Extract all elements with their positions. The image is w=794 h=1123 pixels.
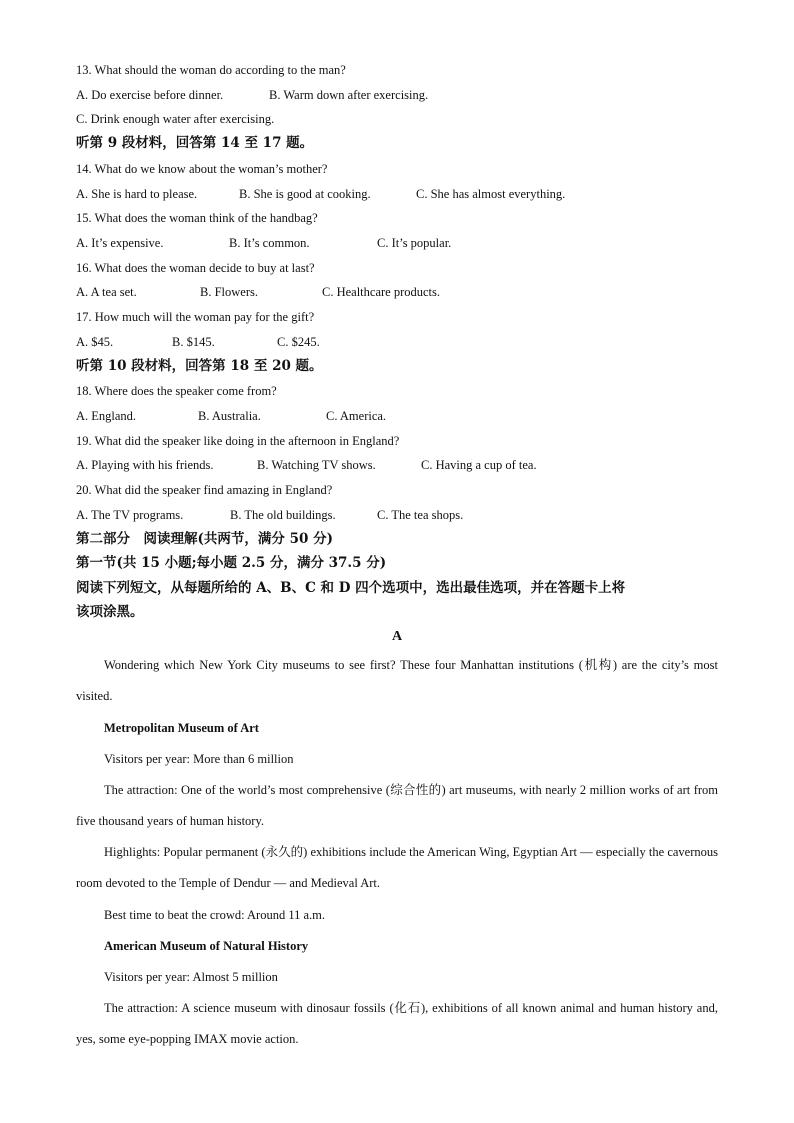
met-best-time: Best time to beat the crowd: Around 11 a.m. [104, 908, 326, 922]
q14-option-b: B. She is good at cooking. [239, 187, 371, 201]
passage-intro: Wondering which New York City museums to see first? These four Manhattan institutions (机构) are the city’s most visited. [76, 658, 718, 703]
q15-option-a: A. It’s expensive. [76, 236, 164, 250]
instruction-line-2: 该项涂黑。 [76, 604, 144, 620]
section-one-heading: 第一节(共 15 小题;每小题 2.5 分，满分 37.5 分) [76, 555, 387, 571]
part-two-heading: 第二部分 阅读理解(共两节，满分 50 分) [76, 531, 333, 547]
amnh-title: American Museum of Natural History [104, 939, 309, 953]
amnh-visitors: Visitors per year: Almost 5 million [104, 970, 278, 984]
q16-option-b: B. Flowers. [200, 285, 258, 299]
q16-option-a: A. A tea set. [76, 285, 137, 299]
met-title: Metropolitan Museum of Art [104, 721, 259, 735]
passage-label: A [391, 629, 403, 644]
q13-stem: 13. What should the woman do according to the man? [76, 63, 346, 77]
q13-option-b: B. Warm down after exercising. [269, 88, 429, 102]
section-10-heading: 听第 10 段材料，回答第 18 至 20 题。 [76, 358, 323, 374]
q17-option-c: C. $245. [277, 335, 320, 349]
q20-stem: 20. What did the speaker find amazing in England? [76, 483, 333, 497]
q15-stem: 15. What does the woman think of the handbag? [76, 211, 318, 225]
q18-option-c: C. America. [326, 409, 387, 423]
q20-option-b: B. The old buildings. [230, 508, 336, 522]
q13-option-a: A. Do exercise before dinner. [76, 88, 224, 102]
amnh-attraction: The attraction: A science museum with dinosaur fossils (化石), exhibitions of all known animal and human history and, yes, some eye-popping IMAX movie action. [76, 1001, 718, 1046]
q16-option-c: C. Healthcare products. [322, 285, 441, 299]
q20-option-c: C. The tea shops. [377, 508, 464, 522]
section-9-heading: 听第 9 段材料，回答第 14 至 17 题。 [76, 135, 314, 151]
q16-stem: 16. What does the woman decide to buy at last? [76, 261, 315, 275]
q17-option-b: B. $145. [172, 335, 215, 349]
q13-option-c: C. Drink enough water after exercising. [76, 112, 275, 126]
q18-stem: 18. Where does the speaker come from? [76, 384, 277, 398]
q17-option-a: A. $45. [76, 335, 114, 349]
q18-option-a: A. England. [76, 409, 137, 423]
q14-option-c: C. She has almost everything. [416, 187, 566, 201]
q19-stem: 19. What did the speaker like doing in the afternoon in England? [76, 434, 400, 448]
q15-option-c: C. It’s popular. [377, 236, 452, 250]
met-attraction: The attraction: One of the world’s most comprehensive (综合性的) art museums, with nearly 2 million works of art from five thousand years of human history. [76, 783, 718, 828]
met-visitors: Visitors per year: More than 6 million [104, 752, 294, 766]
q20-option-a: A. The TV programs. [76, 508, 184, 522]
q19-option-b: B. Watching TV shows. [257, 458, 376, 472]
q17-stem: 17. How much will the woman pay for the gift? [76, 310, 315, 324]
q19-option-a: A. Playing with his friends. [76, 458, 214, 472]
q15-option-b: B. It’s common. [229, 236, 310, 250]
q14-option-a: A. She is hard to please. [76, 187, 198, 201]
q19-option-c: C. Having a cup of tea. [421, 458, 537, 472]
instruction-line-1: 阅读下列短文，从每题所给的 A、B、C 和 D 四个选项中，选出最佳选项，并在答题卡上将 [76, 580, 626, 596]
q14-stem: 14. What do we know about the woman’s mother? [76, 162, 328, 176]
met-highlights: Highlights: Popular permanent (永久的) exhibitions include the American Wing, Egyptian Art — especially the cavernous room devoted to the Temple of Dendur — and Medieval Art. [76, 845, 718, 890]
q18-option-b: B. Australia. [198, 409, 261, 423]
